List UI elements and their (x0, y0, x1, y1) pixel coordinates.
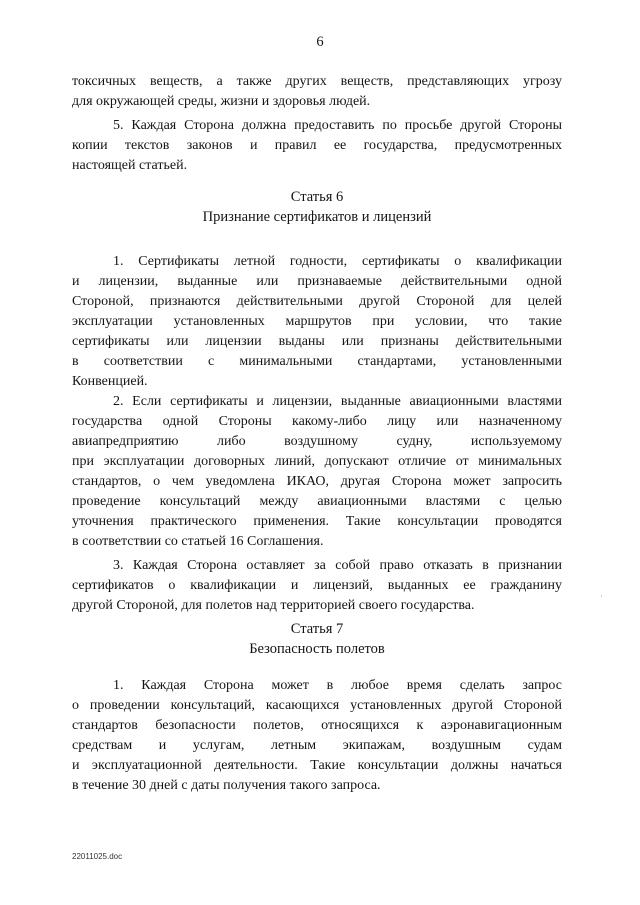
text-line: и лицензии, выданные или признаваемые действительными одной (72, 274, 562, 289)
text-line: Конвенцией. (72, 374, 148, 389)
text-line: средствам и услугам, летным экипажам, воздушным судам (72, 738, 562, 753)
text-line: сертификаты или лицензии выданы или признаны действительными (72, 334, 562, 349)
text-line: в течение 30 дней с даты получения такого запроса. (72, 778, 381, 793)
scan-speck: · (600, 592, 603, 601)
article-title-heading: Признание сертификатов и лицензий (202, 209, 432, 225)
text-line: стандартов, о чем уведомлена ИКАО, другая Сторона может запросить (72, 474, 562, 489)
text-line: настоящей статьей. (72, 158, 188, 173)
text-line: 3. Каждая Сторона оставляет за собой право отказать в признании (113, 558, 562, 573)
text-line: государства одной Стороны какому-либо лицу или назначенному (72, 414, 562, 429)
text-line: копии текстов законов и правил ее государства, предусмотренных (72, 138, 562, 153)
text-line: 1. Сертификаты летной годности, сертификаты о квалификации (113, 254, 562, 269)
text-line: токсичных веществ, а также других веществ, представляющих угрозу (72, 74, 562, 89)
page-number: 6 (316, 34, 324, 50)
text-line: о проведении консультаций, касающихся установленных другой Стороной (72, 698, 562, 713)
text-line: для окружающей среды, жизни и здоровья людей. (72, 94, 371, 109)
article-number-heading: Статья 7 (290, 621, 344, 637)
text-line: 2. Если сертификаты и лицензии, выданные авиационными властями (113, 394, 562, 409)
text-line: сертификатов о квалификации и лицензий, выданных ее гражданину (72, 578, 562, 593)
text-line: и эксплуатационной деятельности. Такие консультации должны начаться (72, 758, 562, 773)
text-line: проведение консультаций между авиационными властями с целью (72, 494, 562, 509)
article-title-heading: Безопасность полетов (249, 641, 385, 657)
article-number-heading: Статья 6 (290, 189, 344, 205)
text-line: при эксплуатации договорных линий, допускают отличие от минимальных (72, 454, 562, 469)
text-line: в соответствии со статьей 16 Соглашения. (72, 534, 324, 549)
text-line: 5. Каждая Сторона должна предоставить по просьбе другой Стороны (113, 118, 562, 133)
file-name-footer: 22011025.doc (72, 852, 123, 861)
text-line: эксплуатации установленных маршрутов при условии, что такие (72, 314, 562, 329)
text-line: другой Стороной, для полетов над территорией своего государства. (72, 598, 475, 613)
text-line: стандартов безопасности полетов, относящихся к аэронавигационным (72, 718, 562, 733)
text-line: авиапредприятию либо воздушному судну, используемому (72, 434, 562, 449)
text-line: в соответствии с минимальными стандартами, установленными (72, 354, 562, 369)
text-line: 1. Каждая Сторона может в любое время сделать запрос (113, 678, 562, 693)
text-line: Стороной, признаются действительными другой Стороной для целей (72, 294, 562, 309)
text-line: уточнения практического применения. Такие консультации проводятся (72, 514, 562, 529)
